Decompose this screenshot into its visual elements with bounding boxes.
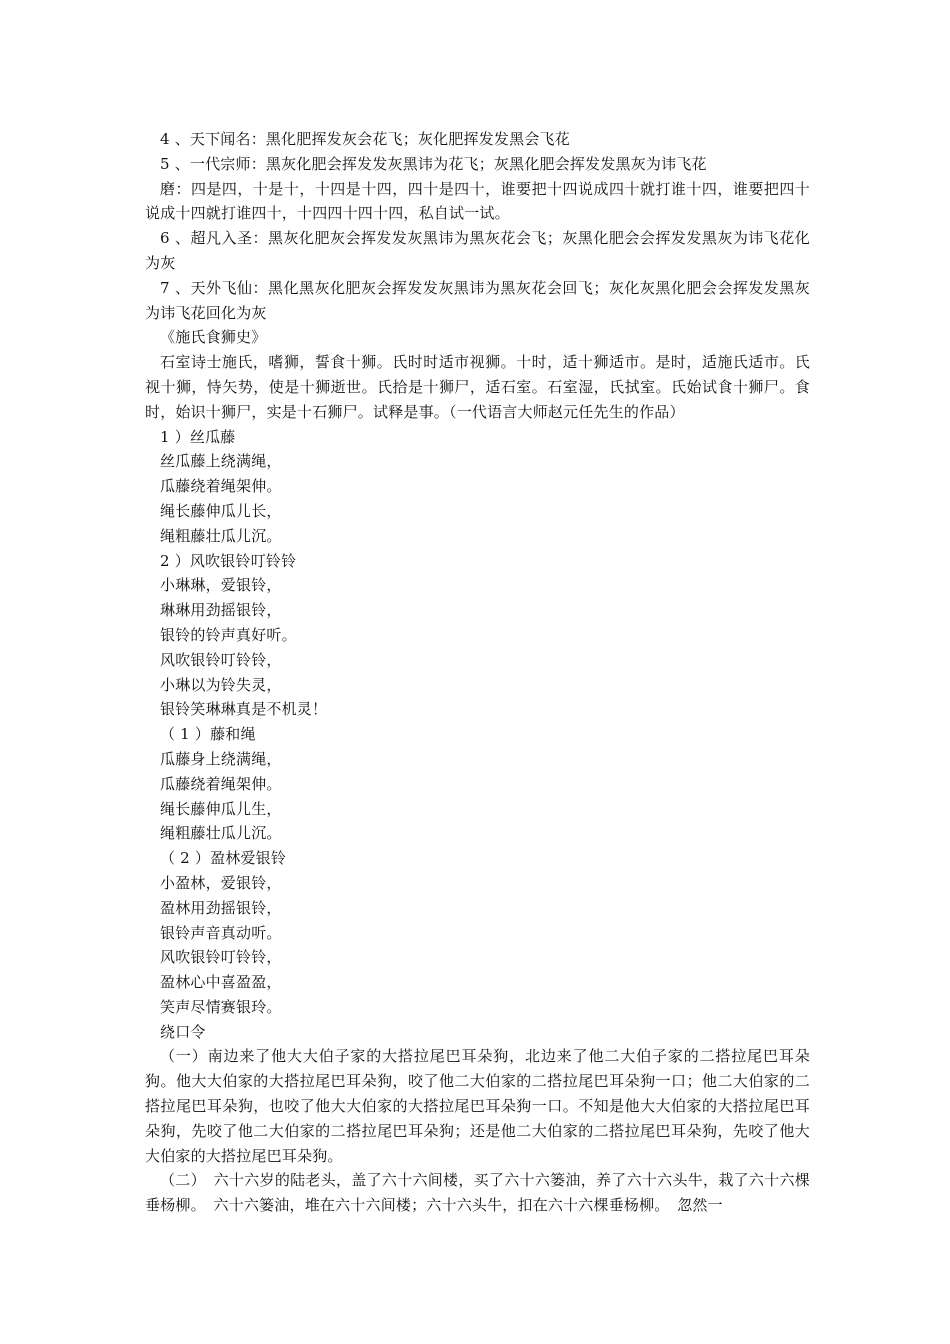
poem-line: 瓜藤绕着绳架伸。 xyxy=(160,774,282,793)
poem-line: 盈林心中喜盈盈， xyxy=(160,973,282,992)
poem-line: 瓜藤身上绕满绳， xyxy=(160,749,282,768)
poem-line: 琳琳用劲摇银铃， xyxy=(160,601,282,620)
text-line: 5 、一代宗师：黑灰化肥会挥发发灰黑讳为花飞；灰黑化肥会挥发发黑灰为讳飞花 xyxy=(160,154,707,173)
poem-line: 小琳以为铃失灵， xyxy=(160,675,282,694)
poem-line: 绳粗藤壮瓜儿沉。 xyxy=(160,526,282,545)
text-line: 磨：四是四，十是十，十四是十四，四十是四十，谁要把十四说成四十就打谁十四，谁要把四十说成十四就打谁四十，十四四十四十四，私自试一试。 xyxy=(145,179,810,223)
document-body xyxy=(145,127,810,1218)
paragraph: （二） 六十六岁的陆老头，盖了六十六间楼，买了六十六篓油，养了六十六头牛，栽了六十六棵垂杨柳。 六十六篓油，堆在六十六间楼；六十六头牛，扣在六十六棵垂杨柳。 忽然一 xyxy=(145,1171,810,1215)
poem-title: （ 1 ）藤和绳 xyxy=(160,725,256,744)
poem-line: 银铃声音真动听。 xyxy=(160,923,282,942)
text-line: 7 、天外飞仙：黑化黑灰化肥灰会挥发发灰黑讳为黑灰花会回飞；灰化灰黑化肥会会挥发发黑灰为讳飞花回化为灰 xyxy=(145,278,810,322)
poem-line: 盈林用劲摇银铃， xyxy=(160,898,282,917)
poem-line: 绳长藤伸瓜儿生， xyxy=(160,799,282,818)
poem-line: 风吹银铃叮铃铃， xyxy=(160,650,282,669)
paragraph: 石室诗士施氏，嗜狮，誓食十狮。氏时时适市视狮。十时，适十狮适市。是时，适施氏适市。氏视十狮，恃矢势，使是十狮逝世。氏拾是十狮尸，适石室。石室湿，氏拭室。氏始试食十狮尸。食时，始识十狮尸，实是十石狮尸。试释是事。（一代语言大师赵元任先生的作品） xyxy=(145,353,810,421)
paragraph: （一）南边来了他大大伯子家的大搭拉尾巴耳朵狗，北边来了他二大伯子家的二搭拉尾巴耳朵狗。他大大伯家的大搭拉尾巴耳朵狗，咬了他二大伯家的二搭拉尾巴耳朵狗一口；他二大伯家的二搭拉尾巴耳朵狗，也咬了他大大伯家的大搭拉尾巴耳朵狗一口。不知是他大大伯家的大搭拉尾巴耳朵狗，先咬了他二大伯家的二搭拉尾巴耳朵狗；还是他二大伯家的二搭拉尾巴耳朵狗，先咬了他大大伯家的大搭拉尾巴耳朵狗。 xyxy=(145,1047,810,1165)
poem-line: 笑声尽情赛银玲。 xyxy=(160,997,282,1016)
poem-line: 小盈林，爱银铃， xyxy=(160,873,282,892)
poem-line: 绳长藤伸瓜儿长， xyxy=(160,501,282,520)
poem-line: 风吹银铃叮铃铃， xyxy=(160,948,282,967)
poem-title: 1 ）丝瓜藤 xyxy=(160,427,236,446)
section-title: 《施氏食狮史》 xyxy=(160,328,267,347)
poem-line: 银铃的铃声真好听。 xyxy=(160,625,297,644)
poem-line: 瓜藤绕着绳架伸。 xyxy=(160,477,282,496)
poem-title: 2 ）风吹银铃叮铃铃 xyxy=(160,551,297,570)
poem-title: （ 2 ）盈林爱银铃 xyxy=(160,849,287,868)
poem-line: 绳粗藤壮瓜儿沉。 xyxy=(160,824,282,843)
poem-line: 小琳琳，爱银铃， xyxy=(160,576,282,595)
poem-line: 丝瓜藤上绕满绳， xyxy=(160,452,282,471)
section-title: 绕口令 xyxy=(160,1022,206,1041)
poem-line: 银铃笑琳琳真是不机灵！ xyxy=(160,700,328,719)
text-line: 6 、超凡入圣：黑灰化肥灰会挥发发灰黑讳为黑灰花会飞；灰黑化肥会会挥发发黑灰为讳飞花化为灰 xyxy=(145,229,810,272)
text-line: 4 、天下闻名：黑化肥挥发灰会花飞；灰化肥挥发发黑会飞花 xyxy=(160,130,570,148)
